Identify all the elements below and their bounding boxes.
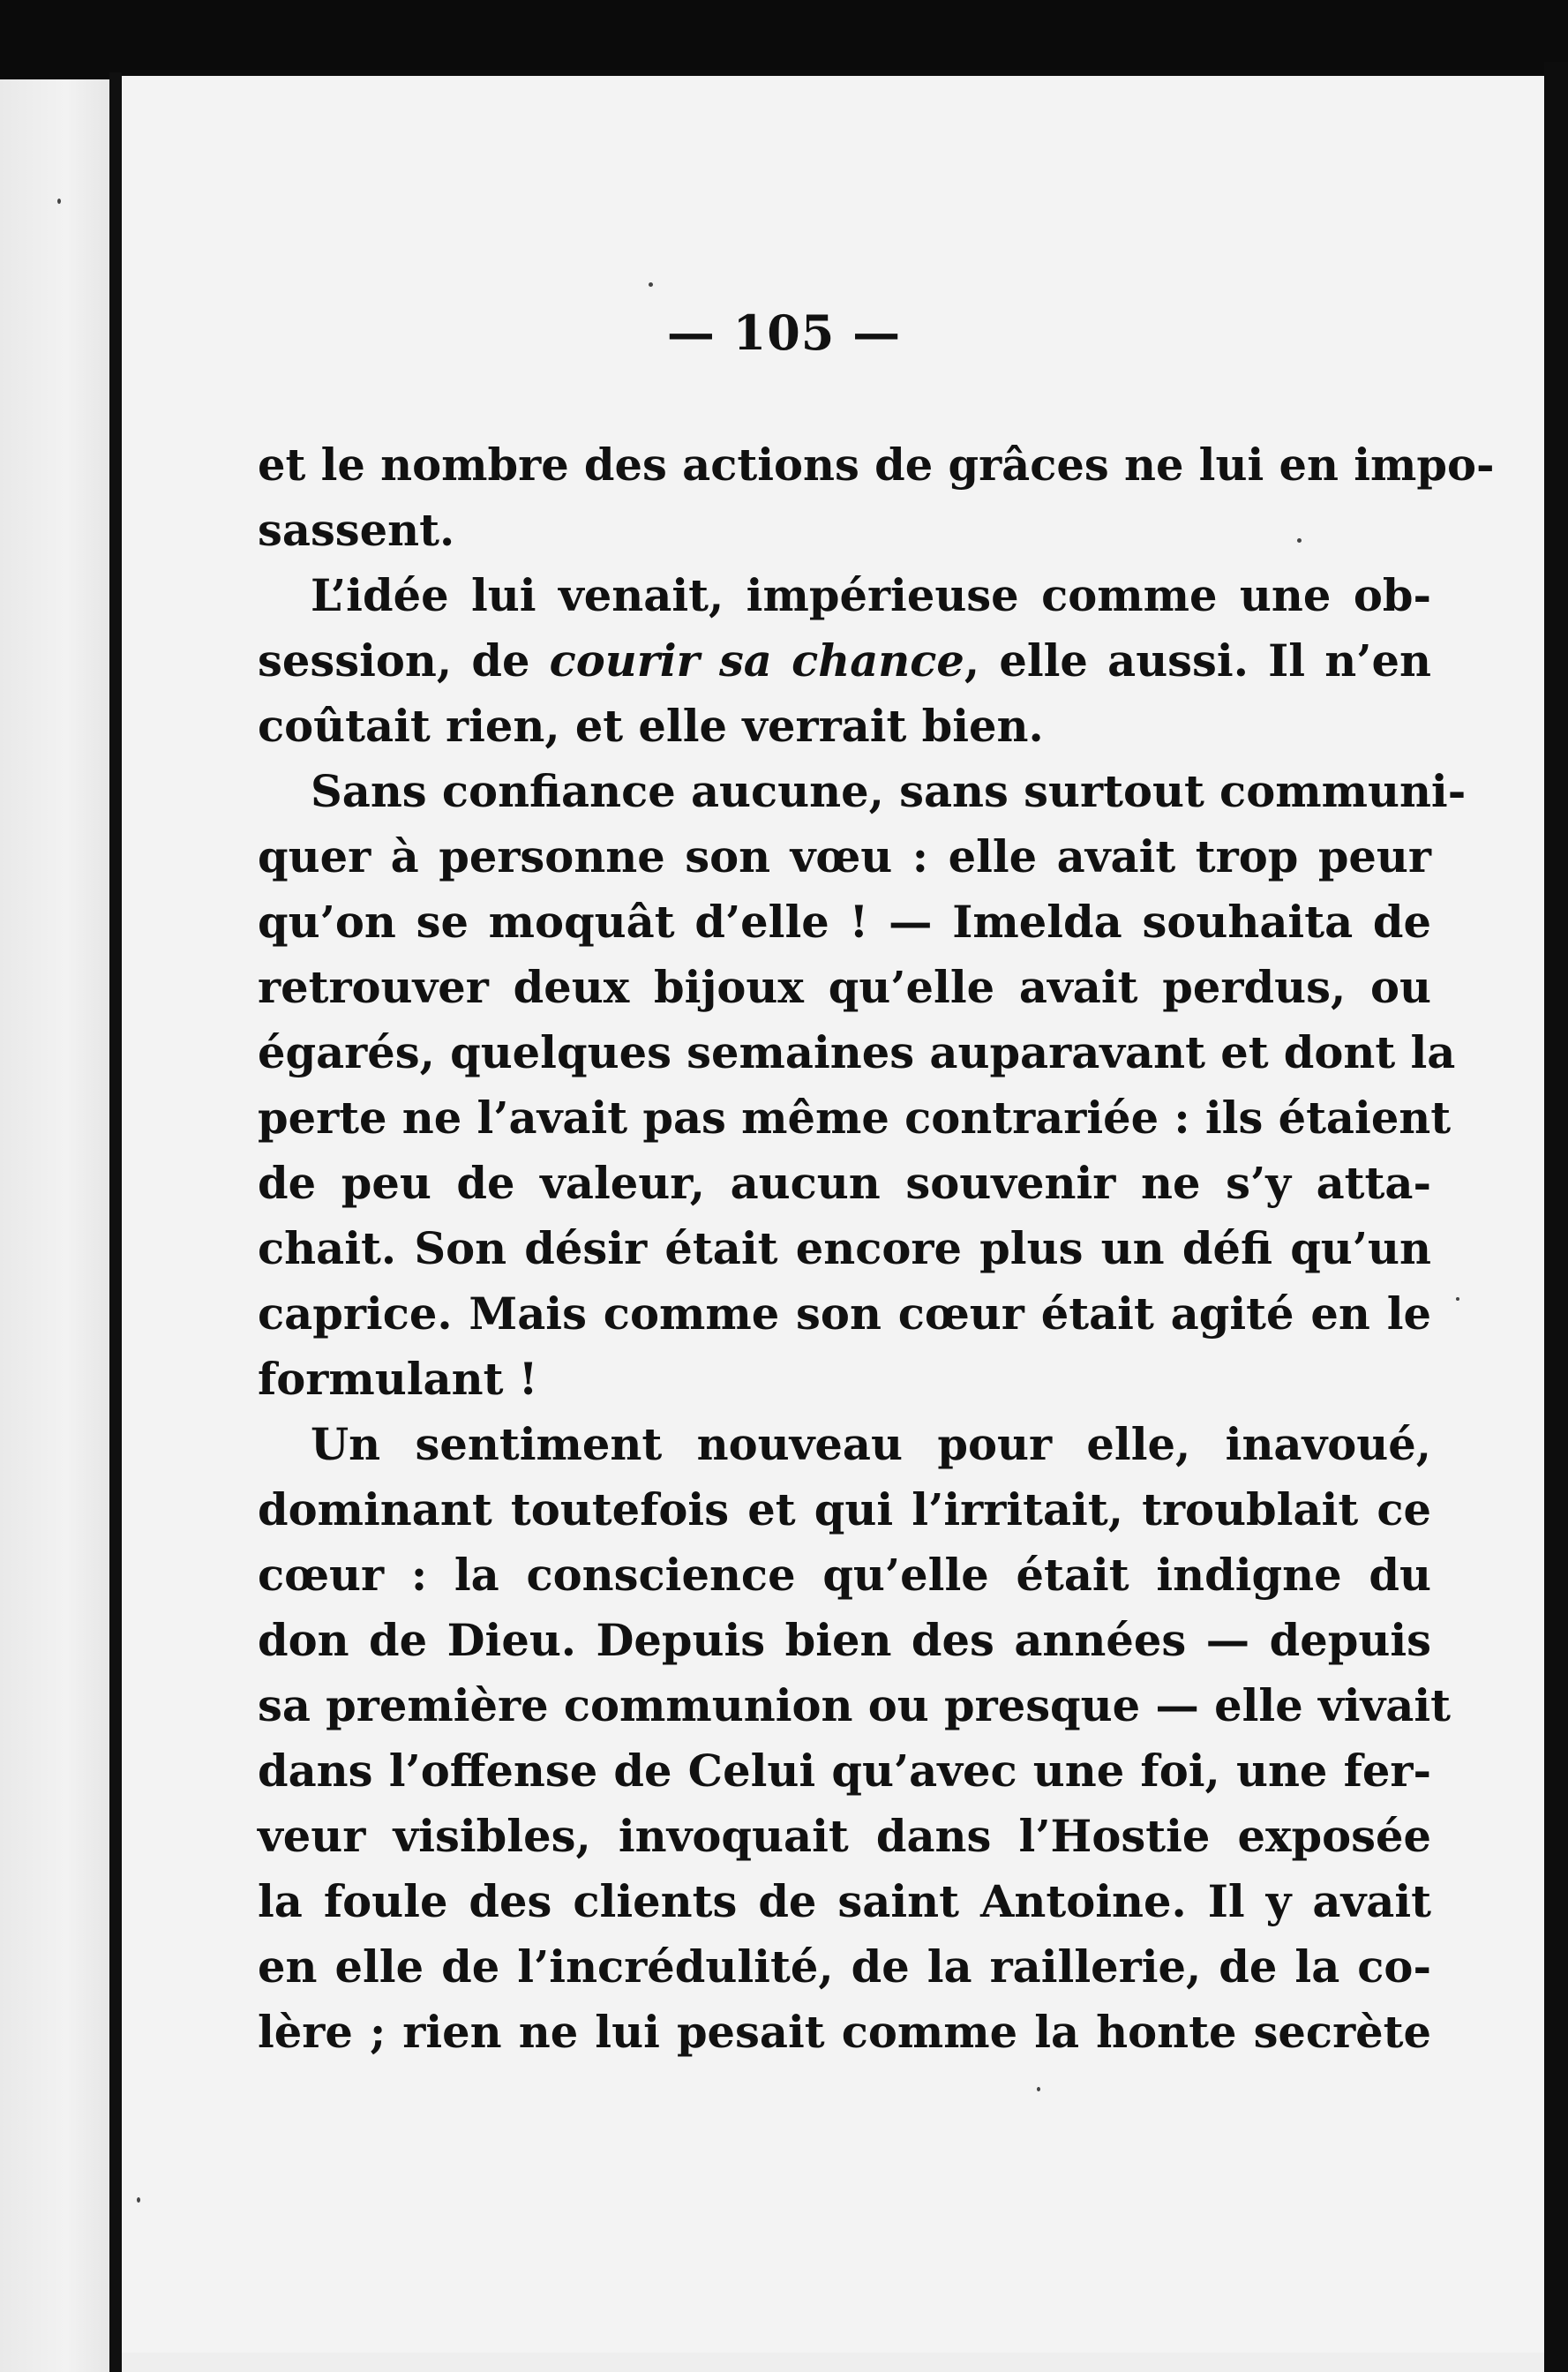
text-line: [258, 628, 1431, 694]
italic-phrase: courir sa chance: [549, 635, 964, 687]
text-line: en elle de l’incrédulité, de la raillerie, de la co-: [258, 1941, 1431, 1993]
scan-speck: [1037, 2087, 1040, 2091]
text-line: veur visibles, invoquait dans l’Hostie exposée: [258, 1811, 1431, 1862]
text-line: de peu de valeur, aucun souvenir ne s’y atta-: [258, 1158, 1431, 1209]
text-line: don de Dieu. Depuis bien des années — depuis: [258, 1615, 1431, 1666]
scan-border-right: [1544, 62, 1568, 2372]
text-run: , elle aussi. Il n’en: [964, 635, 1432, 687]
text-line: L’idée lui venait, impérieuse comme une ob-: [311, 570, 1431, 621]
text-line: Un sentiment nouveau pour elle, inavoué,: [311, 1419, 1431, 1470]
text-line: qu’on se moquât d’elle ! — Imelda souhaita de: [258, 897, 1431, 948]
text-line: dans l’offense de Celui qu’avec une foi, une fer-: [258, 1745, 1431, 1797]
scan-speck: [649, 282, 653, 287]
page-number: — 105 —: [666, 304, 902, 361]
text-line: sa première communion ou presque — elle vivait: [258, 1680, 1452, 1731]
text-line: lère ; rien ne lui pesait comme la honte secrète: [258, 2007, 1431, 2058]
text-line: dominant toutefois et qui l’irritait, troublait ce: [258, 1484, 1431, 1535]
text-line: coûtait rien, et elle verrait bien.: [258, 701, 1044, 752]
text-line: égarés, quelques semaines auparavant et dont la: [258, 1027, 1456, 1078]
text-line: Sans confiance aucune, sans surtout communi-: [311, 766, 1467, 817]
book-gutter: [109, 72, 122, 2372]
text-line: formulant !: [258, 1354, 538, 1405]
text-line: et le nombre des actions de grâces ne lui en impo-: [258, 439, 1495, 491]
text-line: quer à personne son vœu : elle avait trop peur: [258, 831, 1431, 882]
scan-speck: [1456, 1297, 1459, 1301]
text-line: chait. Son désir était encore plus un défi qu’un: [258, 1223, 1431, 1274]
text-line: retrouver deux bijoux qu’elle avait perdus, ou: [258, 962, 1431, 1013]
text-line: perte ne l’avait pas même contrariée : ils étaient: [258, 1092, 1452, 1144]
facing-page-edge: [0, 79, 110, 2372]
text-line: cœur : la conscience qu’elle était indigne du: [258, 1550, 1431, 1601]
text-line: la foule des clients de saint Antoine. Il y avait: [258, 1876, 1431, 1927]
text-line: sassent.: [258, 505, 455, 556]
scan-speck: [57, 199, 61, 204]
scan-speck: [1297, 538, 1302, 543]
text-run: session, de: [258, 635, 550, 687]
page-text: [258, 432, 1495, 2065]
text-line: caprice. Mais comme son cœur était agité en le: [258, 1288, 1431, 1340]
scan-speck: [137, 2197, 140, 2203]
